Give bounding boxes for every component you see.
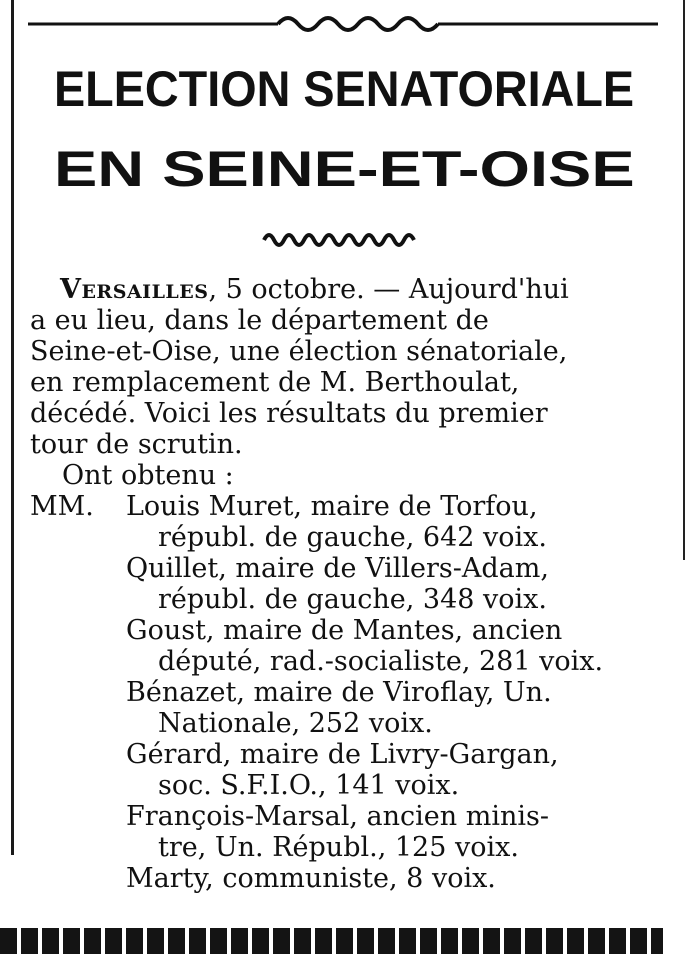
result-3-detail: Nationale, 252 voix. [158, 708, 433, 739]
result-5-detail: tre, Un. Républ., 125 voix. [158, 832, 519, 863]
result-1-name: Quillet, maire de Villers-Adam, [126, 553, 549, 584]
column-rule-right [683, 0, 685, 560]
results-prefix: MM. [30, 491, 94, 522]
result-5-name: François-Marsal, ancien minis- [126, 801, 549, 832]
result-2-detail: député, rad.-socialiste, 281 voix. [158, 646, 604, 677]
dateline-rest: , 5 octobre. — Aujourd'hui [208, 274, 569, 305]
paragraph-line-1: a eu lieu, dans le département de [30, 305, 489, 336]
headline-line-1: ELECTION SENATORIALE [53, 61, 634, 117]
result-6-name: Marty, communiste, 8 voix. [126, 863, 496, 894]
dateline-line [60, 275, 658, 305]
top-wavy-rule [28, 10, 658, 34]
dateline-place: Versailles [60, 274, 209, 305]
headline-line-2: EN SEINE-ET-OISE [53, 141, 635, 197]
result-0-detail: républ. de gauche, 642 voix. [158, 522, 547, 553]
paragraph-line-2: Seine-et-Oise, une élection sénatoriale, [30, 336, 568, 367]
paragraph-line-3: en remplacement de M. Berthoulat, [30, 367, 520, 398]
result-4-name: Gérard, maire de Livry-Gargan, [126, 739, 559, 770]
paragraph-line-4: décédé. Voici les résultats du premier [30, 398, 548, 429]
results-intro: Ont obtenu : [62, 460, 234, 491]
column-rule-left [11, 0, 14, 855]
result-4-detail: soc. S.F.I.O., 141 voix. [158, 770, 460, 801]
headline-wavy-ornament [262, 228, 420, 248]
result-3-name: Bénazet, maire de Viroflay, Un. [126, 677, 552, 708]
result-0-name: Louis Muret, maire de Torfou, [126, 491, 538, 522]
paragraph-line-5: tour de scrutin. [30, 429, 243, 460]
result-2-name: Goust, maire de Mantes, ancien [126, 615, 563, 646]
result-1-detail: républ. de gauche, 348 voix. [158, 584, 547, 615]
bottom-separator-band [0, 928, 663, 954]
